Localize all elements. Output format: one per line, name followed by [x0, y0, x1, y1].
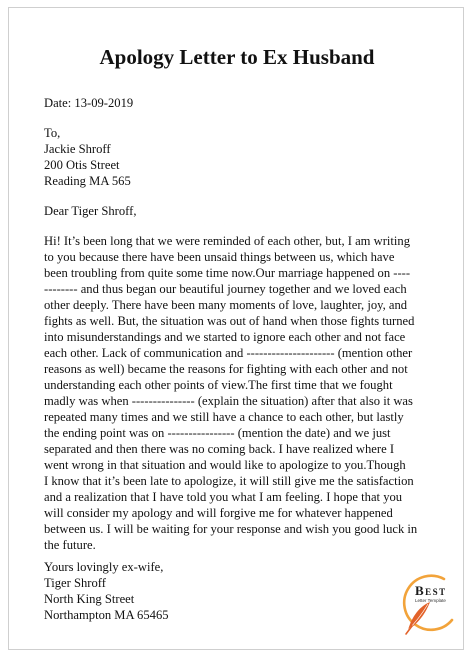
recipient-city: Reading MA 565	[44, 174, 131, 188]
body-line: the future.	[44, 538, 96, 552]
sender-name: Tiger Shroff	[44, 576, 106, 590]
body-line: I know that it’s been late to apologize, it will still give me the satisfaction	[44, 474, 414, 488]
best-letter-template-logo	[400, 572, 462, 640]
body-line: reasons as well) became the reasons for fighting with each other and not	[44, 362, 408, 376]
body-line: madly was when --------------- (explain the situation) after that also it was	[44, 394, 413, 408]
body-line: Hi! It’s been long that we were reminded of each other, but, I am writing	[44, 234, 410, 248]
logo-tagline: Letter Template	[415, 598, 446, 603]
logo-name	[415, 585, 461, 598]
body-line: between us. I will be waiting for your response and wish you good luck in	[44, 522, 418, 536]
body-line: repeated many times and we still have a chance to each other, but lastly	[44, 410, 404, 424]
salutation: Dear Tiger Shroff,	[44, 204, 137, 218]
body-line: each other. Lack of communication and --------------------- (mention other	[44, 346, 413, 360]
body-line: went wrong in that situation and would like to apologize to you.Though	[44, 458, 406, 472]
body-line: understanding each other points of view.The first time that we fought	[44, 378, 393, 392]
body-line: will consider my apology and will forgive me for whatever happened	[44, 506, 393, 520]
letter-title: Apology Letter to Ex Husband	[99, 45, 375, 69]
body-line: other deeply. There have been many moments of love, laughter, joy, and	[44, 298, 408, 312]
body-line: been troubling from quite some time now.Our marriage happened on ----	[44, 266, 411, 280]
body-line: fights as well. But, the situation was out of hand when those fights turned	[44, 314, 415, 328]
feather-quill-icon	[400, 572, 462, 640]
body-line: the ending point was on ---------------- (mention the date) and we just	[44, 426, 391, 440]
body-line: to you because there have been unsaid things between us, which have	[44, 250, 395, 264]
to-label: To,	[44, 126, 61, 140]
recipient-street: 200 Otis Street	[44, 158, 120, 172]
logo-name-rest: EST	[425, 587, 447, 597]
closing-phrase: Yours lovingly ex-wife,	[44, 560, 164, 574]
logo-name-initial: B	[415, 583, 426, 598]
body-line: and a realization that I have told you what I am feeling. I hope that you	[44, 490, 403, 504]
body-line: -------- and thus began our beautiful journey together and we loved each	[44, 282, 407, 296]
body-line: separated and then there was no coming back. I have realized where I	[44, 442, 395, 456]
body-line: into misunderstandings and we started to ignore each other and not face	[44, 330, 406, 344]
sender-street: North King Street	[44, 592, 135, 606]
sender-city: Northampton MA 65465	[44, 608, 169, 622]
letter-date: Date: 13-09-2019	[44, 96, 134, 110]
logo-wordmark	[415, 585, 461, 604]
recipient-name: Jackie Shroff	[44, 142, 111, 156]
